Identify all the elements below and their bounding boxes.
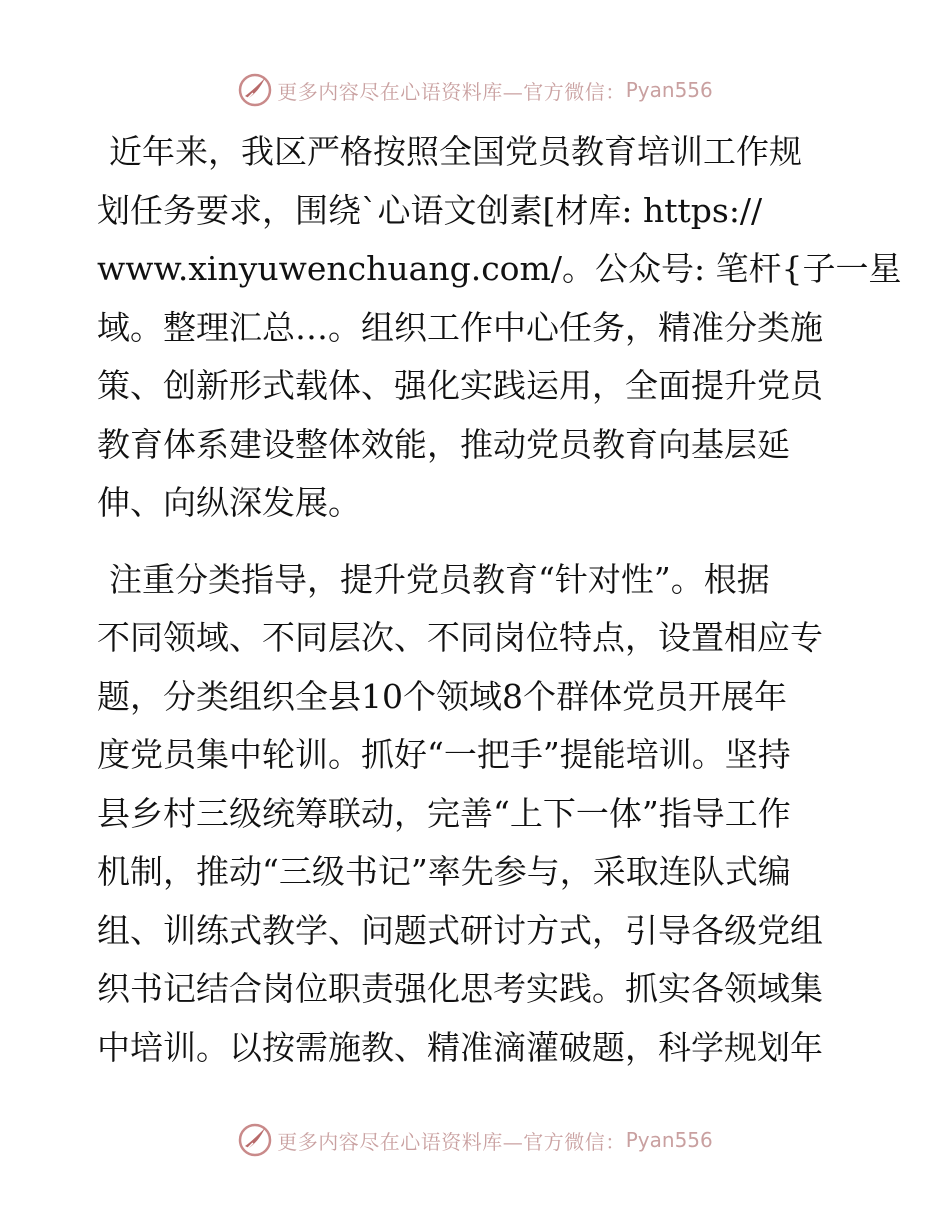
text-line: 教育体系建设整体效能，推动党员教育向基层延 <box>97 424 790 464</box>
text-line: 县乡村三级统筹联动，完善“上下一体”指导工作 <box>97 793 791 833</box>
text-line: 中培训。以按需施教、精准滴灌破题，科学规划年 <box>97 1027 823 1067</box>
paragraph-1 <box>97 123 902 533</box>
text-line: 不同领域、不同层次、不同岗位特点，设置相应专 <box>97 618 823 657</box>
banner-wechat-id: Pyan556 <box>625 78 713 102</box>
text-line: 度党员集中轮训。抓好“一把手”提能培训。坚持 <box>97 735 791 774</box>
header-banner <box>0 70 950 110</box>
footer-banner <box>0 1120 950 1160</box>
text-line: 题，分类组织全县10个领域8个群体党员开展年 <box>97 676 787 716</box>
text-line: 策、创新形式载体、强化实践运用，全面提升党员 <box>97 366 823 405</box>
document-body <box>97 123 902 1077</box>
banner-wechat-id: Pyan556 <box>625 1128 713 1152</box>
paragraph-2 <box>97 551 857 1078</box>
banner-text: 更多内容尽在心语资料库—官方微信： <box>277 79 626 104</box>
text-line: 划任务要求，围绕`心语文创素[材库: https:// <box>97 190 763 230</box>
text-line: 织书记结合岗位职责强化思考实践。抓实各领域集 <box>97 969 823 1008</box>
text-line: 近年来，我区严格按照全国党员教育培训工作规 <box>109 132 802 171</box>
text-line: 域。整理汇总…。组织工作中心任务，精准分类施 <box>97 307 823 347</box>
text-line: www.xinyuwenchuang.com/。公众号: 笔杆{子一星 <box>97 249 902 288</box>
banner-text: 更多内容尽在心语资料库—官方微信： <box>277 1129 626 1154</box>
text-line: 机制，推动“三级书记”率先参与，采取连队式编 <box>97 852 791 891</box>
feather-pen-logo-icon <box>237 72 273 108</box>
text-line: 伸、向纵深发展。 <box>97 483 361 522</box>
text-line: 组、训练式教学、问题式研讨方式，引导各级党组 <box>97 910 823 950</box>
text-line: 注重分类指导，提升党员教育“针对性”。根据 <box>109 559 770 599</box>
feather-pen-logo-icon <box>237 1122 273 1158</box>
